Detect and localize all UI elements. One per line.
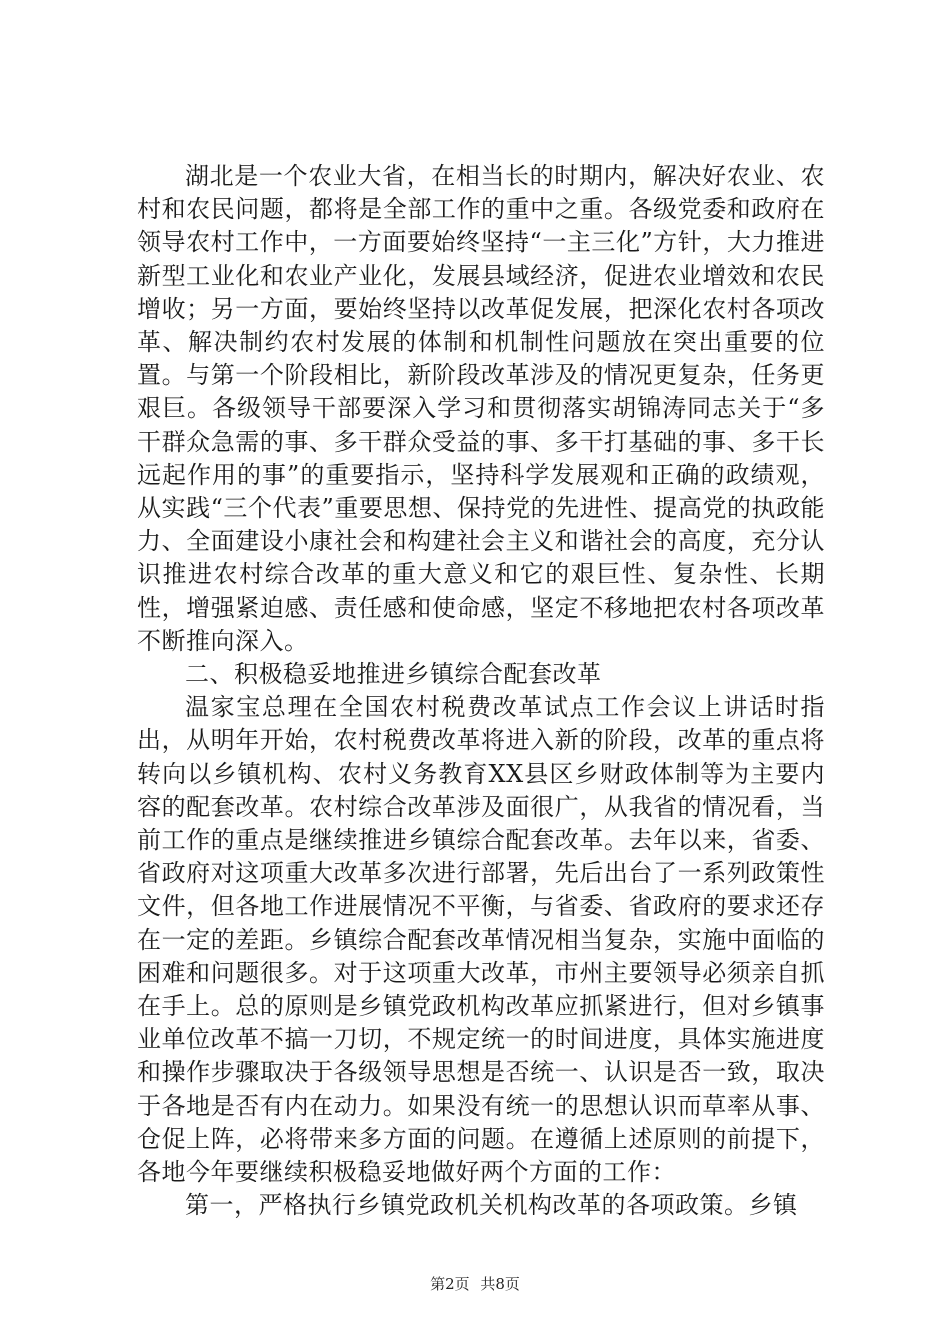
paragraph-wen-jiabao-speech: 温家宝总理在全国农村税费改革试点工作会议上讲话时指出，从明年开始，农村税费改革将进入新的阶段，改革的重点将转向以乡镇机构、农村义务教育XX县区乡财政体制等为主要内容的配套改革。农村综合改革涉及面很广，从我省的情况看，当前工作的重点是继续推进乡镇综合配套改革。去年以来，省委、省政府对这项重大改革多次进行部署，先后出台了一系列政策性文件，但各地工作进展情况不平衡，与省委、省政府的要求还存在一定的差距。乡镇综合配套改革情况相当复杂，实施中面临的困难和问题很多。对于这项重大改革，市州主要领导必须亲自抓在手上。总的原则是乡镇党政机构改革应抓紧进行，但对乡镇事业单位改革不搞一刀切，不规定统一的时间进度，具体实施进度和操作步骤取决于各级领导思想是否统一、认识是否一致，取决于各地是否有内在动力。如果没有统一的思想认识而草率从事、仓促上阵，必将带来多方面的问题。在遵循上述原则的前提下，各地今年要继续积极稳妥地做好两个方面的工作： — [137, 693, 825, 1187]
paragraph-hubei-agriculture: 湖北是一个农业大省，在相当长的时期内，解决好农业、农村和农民问题，都将是全部工作的重中之重。各级党委和政府在领导农村工作中，一方面要始终坚持“一主三化”方针，大力推进新型工业化和农业产业化，发展县域经济，促进农业增效和农民增收；另一方面，要始终坚持以改革促发展，把深化农村各项改革、解决制约农村发展的体制和机制性问题放在突出重要的位置。与第一个阶段相比，新阶段改革涉及的情况更复杂，任务更艰巨。各级领导干部要深入学习和贯彻落实胡锦涛同志关于“多干群众急需的事、多干群众受益的事、多干打基础的事、多干长远起作用的事”的重要指示，坚持科学发展观和正确的政绩观，从实践“三个代表”重要思想、保持党的先进性、提高党的执政能力、全面建设小康社会和构建社会主义和谐社会的高度，充分认识推进农村综合改革的重大意义和它的艰巨性、复杂性、长期性，增强紧迫感、责任感和使命感，坚定不移地把农村各项改革不断推向深入。 — [137, 162, 825, 655]
page-footer — [0, 1274, 950, 1294]
section-heading-two: 二、积极稳妥地推进乡镇综合配套改革 — [185, 660, 602, 689]
paragraph-first-point: 第一，严格执行乡镇党政机关机构改革的各项政策。乡镇 — [185, 1191, 798, 1220]
page-number: 第2页 — [430, 1275, 470, 1293]
page-total: 共8页 — [480, 1275, 520, 1293]
document-body — [137, 160, 825, 1223]
